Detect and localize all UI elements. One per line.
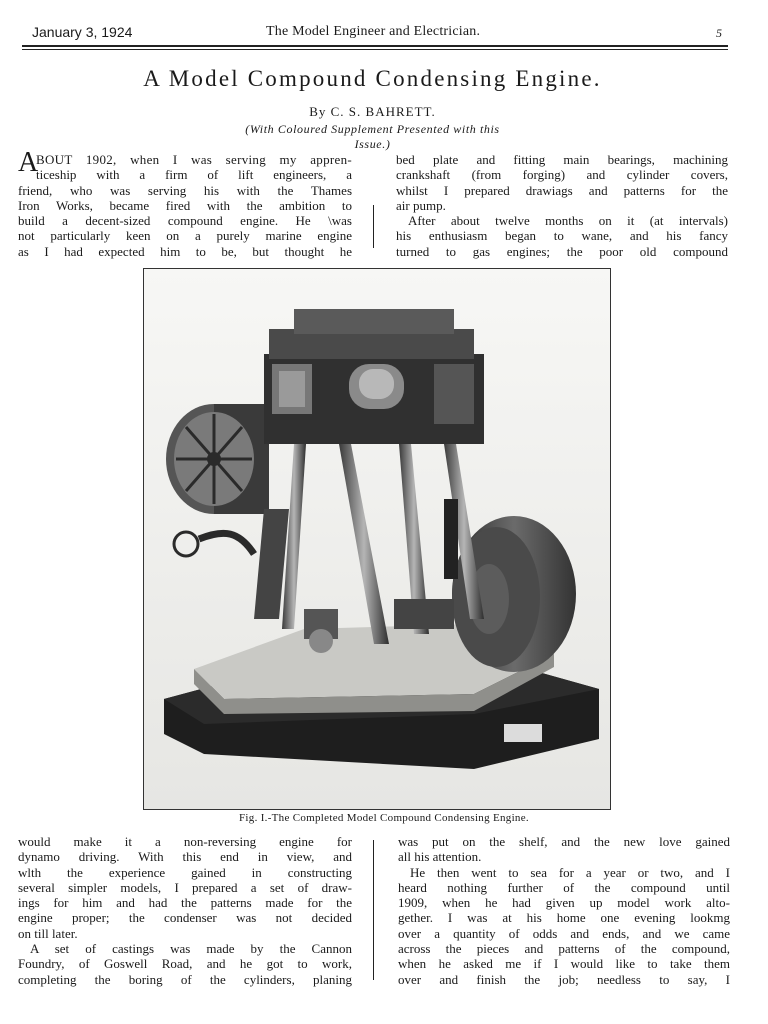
drop-cap: A [18, 147, 39, 178]
text-line: would make it a non-reversing engine for [18, 834, 352, 849]
column-divider [373, 840, 374, 980]
text-line: all his attention. [398, 849, 482, 865]
text-line: build a decent-sized compound engine. He \was [18, 213, 352, 229]
figure-caption: Fig. I.-The Completed Model Compound Condensing Engine. [239, 812, 529, 824]
text-line: Foundry, of Goswell Road, and he got to work, [18, 956, 352, 972]
text-line: not particularly keen on a purely marine engine [18, 228, 352, 244]
article-byline: By C. S. BAHRETT. [309, 104, 436, 119]
text-line: completing the boring of the cylinders, planing [18, 971, 352, 987]
supplement-note-line: (With Coloured Supplement Presented with this [245, 122, 500, 136]
text-line: crankshaft (from forging) and cylinder covers, [396, 167, 728, 183]
text-line: wlth the experience gained in constructing [18, 864, 352, 880]
column-divider [373, 205, 374, 248]
text-column-2 [396, 152, 728, 259]
text-line: He then went to sea for a year or two, and I [410, 864, 730, 880]
engine-photograph [143, 268, 611, 810]
header-bar [22, 22, 728, 44]
text-line: as I had expected him to be, but thought he [18, 243, 352, 259]
text-line: ings for him and had the patterns made for the [18, 895, 352, 911]
text-column-3 [18, 834, 352, 987]
text-line: A set of castings was made by the Cannon [30, 941, 352, 957]
journal-title: The Model Engineer and Electrician. [266, 24, 481, 39]
page-number: 5 [716, 26, 722, 40]
text-line: across the pieces and patterns of the compound, [398, 941, 730, 957]
text-line: was put on the shelf, and the new love gained [398, 834, 730, 849]
text-line: 1909, when he had given up model work alto- [398, 895, 730, 911]
text-line: over and finish the job; needless to say, I [398, 971, 730, 987]
text-line: ticeship with a firm of lift engineers, a [36, 167, 352, 183]
text-column-4 [398, 834, 730, 987]
engine-illustration [144, 269, 610, 809]
text-line: several simpler models, I prepared a set of draw- [18, 879, 352, 895]
text-line: turned to gas engines; the poor old compound [396, 243, 728, 259]
supplement-note [0, 122, 745, 152]
issue-date: January 3, 1924 [32, 24, 133, 40]
text-line: heard nothing further of the compound until [398, 879, 730, 895]
text-line: bed plate and fitting main bearings, machining [396, 152, 728, 167]
text-line: friend, who was serving his with the Thames [18, 182, 352, 198]
text-line: air pump. [396, 197, 446, 213]
text-line: After about twelve months on it (at intervals) [408, 213, 728, 229]
text-column-1 [18, 152, 352, 259]
text-line: gether. I was at his home one evening lookmg [398, 910, 730, 926]
article-title: A Model Compound Condensing Engine. [143, 66, 602, 91]
text-line: on till later. [18, 925, 78, 941]
text-line: Iron Works, became fired with the ambition to [18, 197, 352, 213]
header-rule-thin [22, 49, 728, 50]
text-line: dynamo driving. With this end in view, and [18, 849, 352, 865]
text-line: whilst I prepared drawiags and patterns for the [396, 182, 728, 198]
text-line: when he asked me if I would like to take them [398, 956, 730, 972]
text-line: engine proper; the condenser was not decided [18, 910, 352, 926]
header-rule-thick [22, 45, 728, 47]
text-line: BOUT 1902, when I was serving my appren- [36, 152, 352, 167]
text-line: over a quantity of odds and ends, and we came [398, 925, 730, 941]
supplement-note-line: Issue.) [354, 137, 391, 151]
text-line: his enthusiasm began to wane, and his fancy [396, 228, 728, 244]
